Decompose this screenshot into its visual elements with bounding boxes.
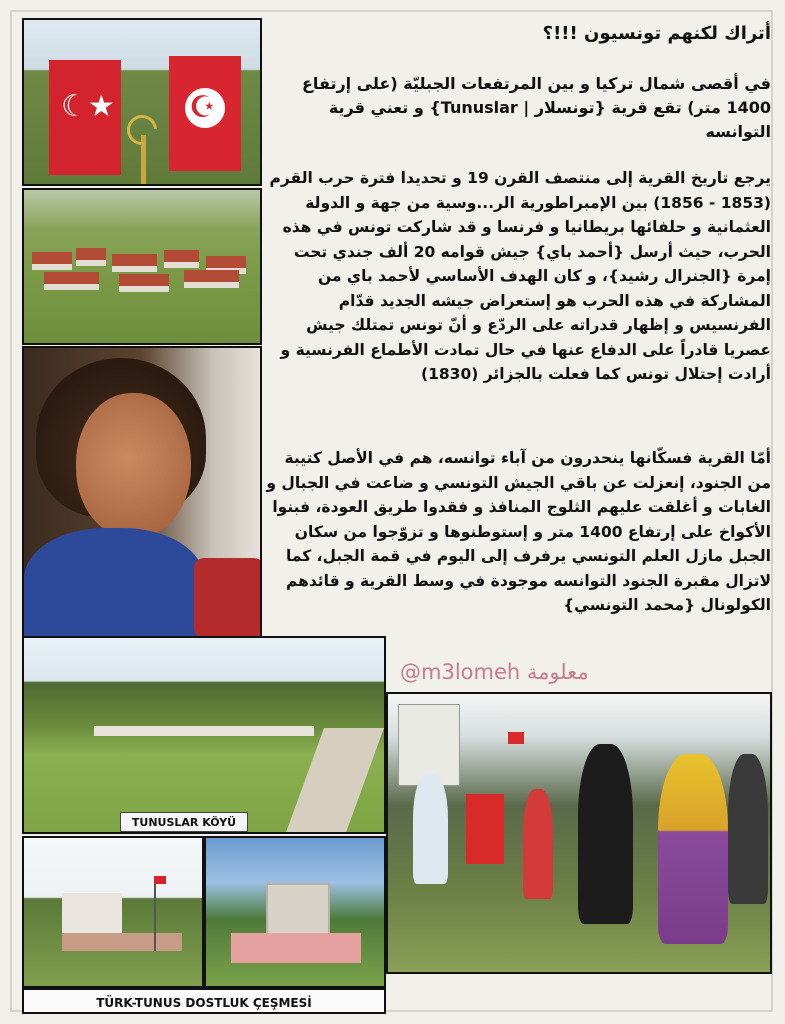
paragraph-village: أمّا القرية فسكّانها ينحدرون من آباء توانسه، هم في الأصل كتيبة من الجنود، إنعزلت عن باقي الجيش التونسي و ضاعت في الجبال و الغابات و أغلقت عليهم الثلوج المنافذ و فقدوا طريق العودة، فبنوا الأكواخ على إرتفاع 1400 متر و إستوطنوها و تزوّجوا من سكان الجبل مازل العلم التونسي يرفرف إلى اليوم في قمة الجبل، كما لاتزال مقبرة الجنود التوانسه موجودة في وسط القرية و قائدهم الكولونال {محمد التونسي} <box>266 449 771 614</box>
girl-shirt <box>24 528 204 638</box>
photo-friendship-fountain <box>204 836 386 988</box>
gold-crescent-icon <box>121 109 163 151</box>
person-background <box>728 754 768 904</box>
photo-crowd-celebration <box>386 692 772 974</box>
tunisian-flag-symbol: ☪ <box>189 90 216 125</box>
house-roof <box>76 248 106 266</box>
man-dark-suit <box>578 744 633 924</box>
house <box>62 893 122 933</box>
village-houses <box>94 726 314 736</box>
bicycle <box>194 558 262 638</box>
small-red-flag <box>508 732 524 744</box>
caption-dostluk-cesmesi: TÜRK-TUNUS DOSTLUK ÇEŞMESİ <box>22 988 386 1014</box>
house-roof <box>112 254 157 272</box>
photo-smiling-girl <box>22 346 262 638</box>
paragraph-intro: في أقصى شمال تركيا و بين المرتفعات الجبليّة (على إرتفاع 1400 متر) تقع قرية {تونسلار | Tunuslar} و تعني قرية التوانسه <box>302 74 771 141</box>
photo-village-landscape <box>22 636 386 834</box>
turkish-flag-symbol: ☾★ <box>61 89 115 124</box>
small-flag-icon <box>154 876 166 884</box>
photo-flags <box>22 18 262 186</box>
fountain-base <box>231 933 361 963</box>
photo-village-houses <box>22 188 262 345</box>
page-title: أتراك لكنهم تونسيون !!!؟ <box>542 23 771 44</box>
red-flag <box>466 794 504 864</box>
dirt-road <box>284 728 384 834</box>
girl-face <box>76 393 191 538</box>
paragraph-history: يرجع تاريخ القرية إلى منتصف القرن 19 و تحديدا فترة حرب القرم (1853 - 1856) بين الإمبراطورية الر...وسية من جهة و الدولة العثمانية و حلفائها بريطانيا و فرنسا و قد شاركت تونس في هذه الحرب، حيث أرسل {أحمد باي} جيش قوامه 20 ألف جندي تحت إمرة {الجنرال رشيد}، و كان الهدف الأساسي لأحمد باي من المشاركة في هذه الحرب هو إستعراض جيشه الجديد قدّام الفرنسيس و إظهار قدراته على الردّع و أنّ تونس تمتلك جيش عصريا قادراً على الدفاع عنها في حال تمادت الأطماع الفرنسية و أرادت إحتلال تونس كما فعلت بالجزائر (1830) <box>269 169 771 383</box>
house-roof <box>119 274 169 292</box>
tunisian-flag <box>169 56 241 171</box>
house-roof <box>184 270 239 288</box>
boy-white-shirt <box>413 774 448 884</box>
flag-pole <box>154 876 156 951</box>
caption-tunuslar-koyu: TUNUSLAR KÖYÜ <box>120 812 248 832</box>
watermark-handle: @m3lomeh معلومة <box>400 660 589 684</box>
house-roof <box>32 252 72 270</box>
photo-house-with-flag <box>22 836 204 988</box>
house-roof <box>44 272 99 290</box>
woman-traditional-dress <box>658 754 728 944</box>
boy-red-shirt <box>523 789 553 899</box>
house-roof <box>164 250 199 268</box>
pink-wall <box>62 933 182 951</box>
turkish-flag <box>49 60 121 175</box>
